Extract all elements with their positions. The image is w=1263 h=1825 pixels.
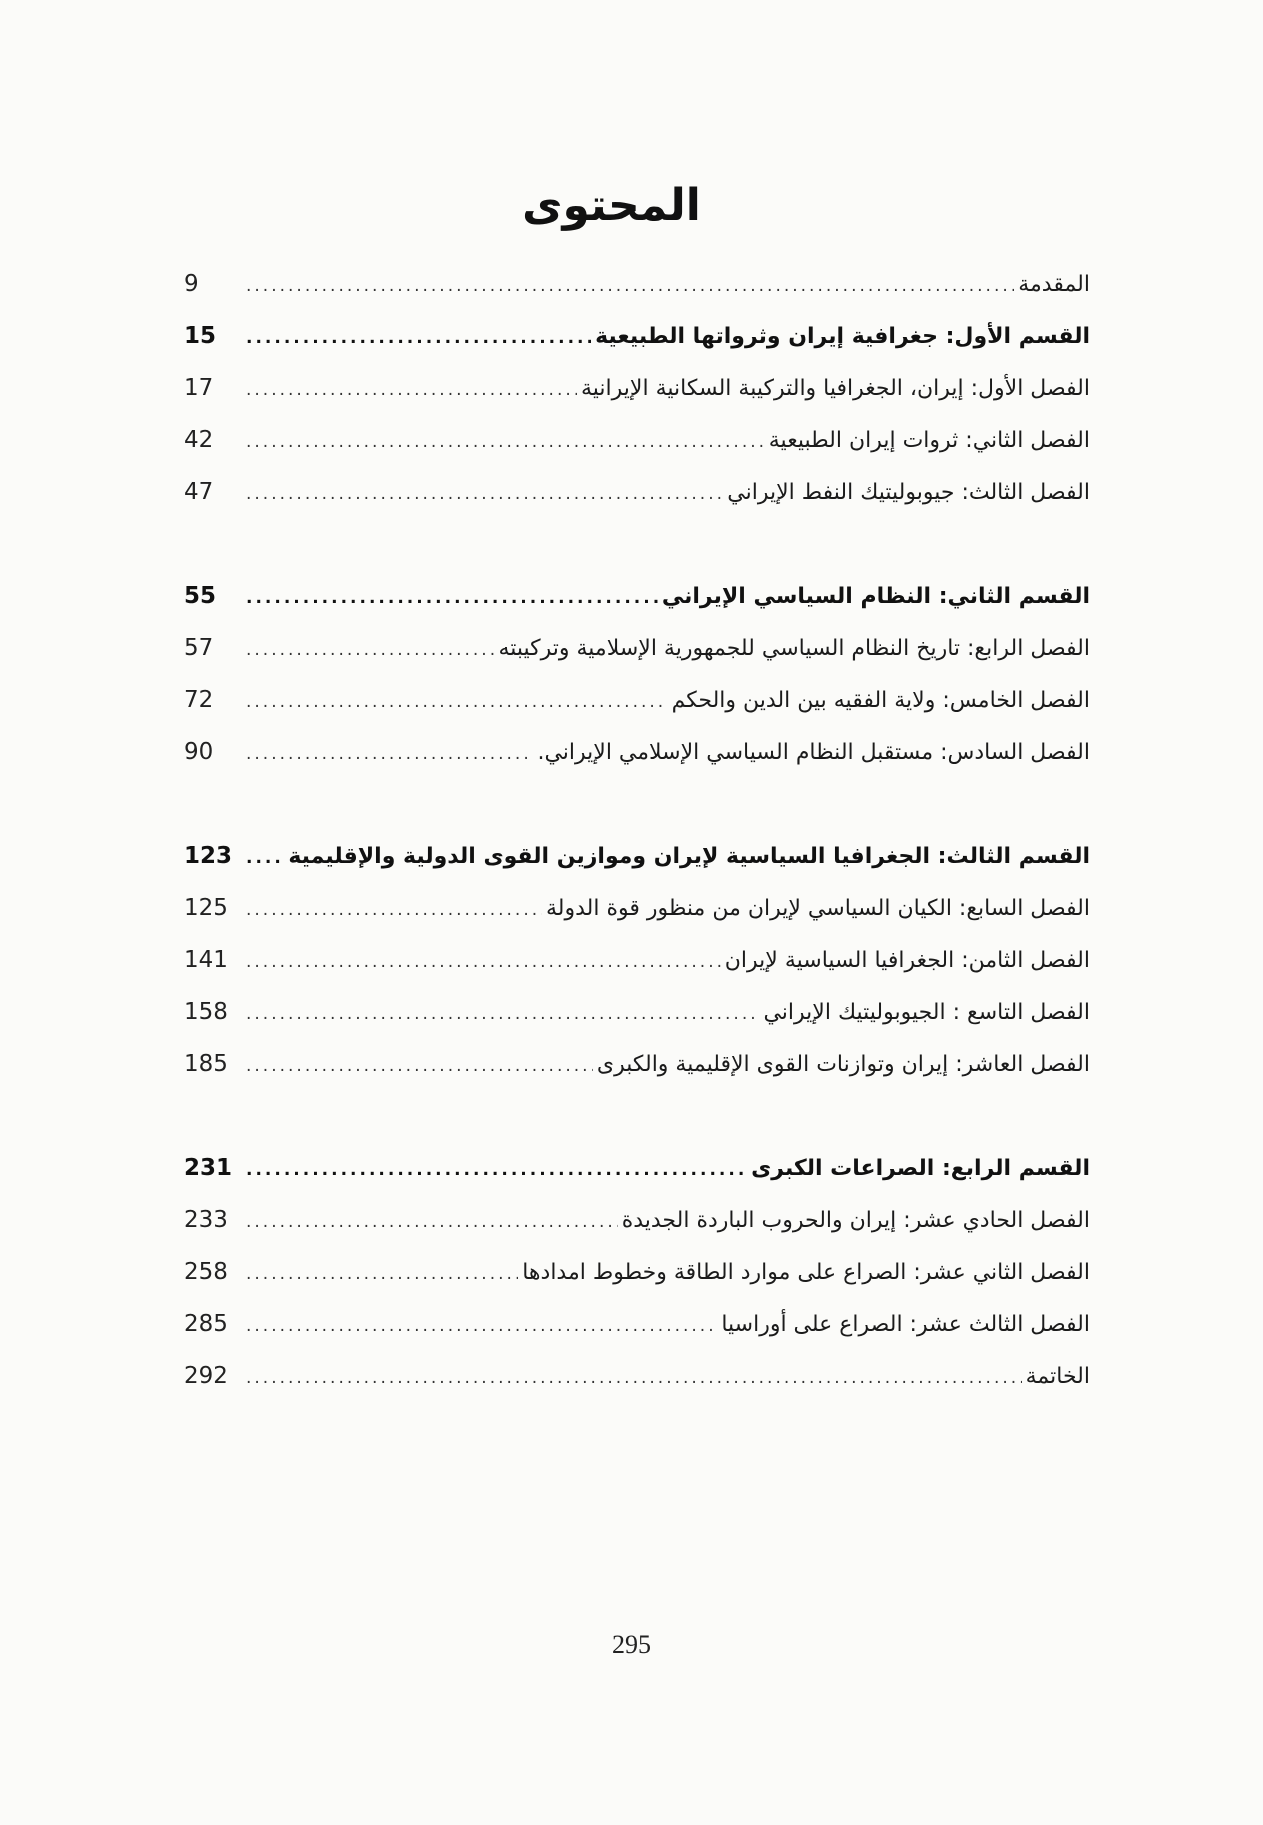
toc-entry-title: الفصل الثالث: جيوبوليتيك النفط الإيراني (727, 480, 1090, 505)
toc-page-number: 55 (184, 583, 217, 609)
toc-chapter-entry (184, 1298, 1090, 1350)
dot-leader (246, 312, 591, 364)
page-title: المحتوى (522, 180, 701, 231)
toc-entry-title: الفصل العاشر: إيران وتوازنات القوى الإقليمية والكبرى (596, 1052, 1090, 1077)
page-number: 295 (612, 1630, 651, 1659)
toc-page-number: 231 (184, 1155, 233, 1181)
dot-leader (246, 832, 284, 884)
toc-entry-title: الفصل الثامن: الجغرافيا السياسية لإيران (724, 948, 1090, 973)
dot-leader (246, 624, 494, 676)
toc-page-number: 233 (184, 1207, 228, 1233)
toc-page-number: 57 (184, 635, 214, 661)
dot-leader (246, 988, 759, 1040)
toc-entry-title: الفصل الحادي عشر: إيران والحروب الباردة الجديدة (621, 1208, 1090, 1233)
toc-page-number: 292 (184, 1363, 228, 1389)
toc-group (184, 258, 1090, 518)
toc-entry-title: القسم الأول: جغرافية إيران وثرواتها الطبيعية (595, 324, 1090, 349)
toc-section-entry (184, 1142, 1090, 1194)
toc-entry-title: الفصل الرابع: تاريخ النظام السياسي للجمهورية الإسلامية وتركيبته (498, 636, 1090, 661)
toc-entry-title: الخاتمة (1025, 1364, 1090, 1389)
dot-leader (246, 260, 1014, 312)
dot-leader (246, 1248, 518, 1300)
dot-leader (246, 1040, 593, 1092)
toc-entry-title: الفصل الثاني عشر: الصراع على موارد الطاقة وخطوط امدادها (522, 1260, 1090, 1285)
toc-page-number: 9 (184, 271, 199, 297)
toc-chapter-entry (184, 726, 1090, 778)
toc-chapter-entry (184, 674, 1090, 726)
toc-page-number: 158 (184, 999, 228, 1025)
toc-chapter-entry (184, 986, 1090, 1038)
toc-chapter-entry (184, 466, 1090, 518)
dot-leader (246, 364, 577, 416)
toc-page-number: 72 (184, 687, 214, 713)
toc-section-entry (184, 310, 1090, 362)
dot-leader (246, 468, 723, 520)
toc-entry-title: الفصل التاسع : الجيوبوليتيك الإيراني (763, 1000, 1090, 1025)
toc-chapter-entry (184, 362, 1090, 414)
toc-entry-title: القسم الثاني: النظام السياسي الإيراني (661, 584, 1090, 609)
toc-chapter-entry (184, 1194, 1090, 1246)
toc-entry-title: القسم الثالث: الجغرافيا السياسية لإيران وموازين القوى الدولية والإقليمية (288, 844, 1090, 869)
dot-leader (246, 1144, 747, 1196)
toc-entry-title: الفصل الأول: إيران، الجغرافيا والتركيبة السكانية الإيرانية (580, 376, 1090, 401)
toc-group (184, 570, 1090, 778)
toc-entry-title: المقدمة (1018, 272, 1090, 297)
toc-entry-title: الفصل الثالث عشر: الصراع على أوراسيا (721, 1312, 1090, 1337)
dot-leader (246, 884, 542, 936)
dot-leader (246, 1352, 1022, 1404)
toc-entry-title: الفصل السادس: مستقبل النظام السياسي الإسلامي الإيراني. (537, 740, 1090, 765)
toc-page-number: 15 (184, 323, 217, 349)
dot-leader (246, 728, 533, 780)
toc-page-number: 90 (184, 739, 214, 765)
toc-group (184, 1142, 1090, 1402)
dot-leader (246, 572, 658, 624)
toc-chapter-entry (184, 1246, 1090, 1298)
toc-chapter-entry (184, 258, 1090, 310)
toc-group (184, 830, 1090, 1090)
toc-section-entry (184, 830, 1090, 882)
toc-page-number: 185 (184, 1051, 228, 1077)
toc-entry-title: القسم الرابع: الصراعات الكبرى (751, 1156, 1090, 1181)
toc-chapter-entry (184, 1350, 1090, 1402)
toc-page-number: 17 (184, 375, 214, 401)
dot-leader (246, 676, 668, 728)
toc-page-number: 285 (184, 1311, 228, 1337)
dot-leader (246, 416, 765, 468)
toc-page-number: 258 (184, 1259, 228, 1285)
toc-page-number: 123 (184, 843, 233, 869)
toc-entry-title: الفصل الثاني: ثروات إيران الطبيعية (768, 428, 1090, 453)
dot-leader (246, 936, 721, 988)
toc-chapter-entry (184, 414, 1090, 466)
toc-entry-title: الفصل الخامس: ولاية الفقيه بين الدين والحكم (671, 688, 1090, 713)
toc-page-number: 47 (184, 479, 214, 505)
toc-chapter-entry (184, 622, 1090, 674)
toc-entry-title: الفصل السابع: الكيان السياسي لإيران من منظور قوة الدولة (546, 896, 1090, 921)
dot-leader (246, 1300, 717, 1352)
toc-section-entry (184, 570, 1090, 622)
toc-page-number: 125 (184, 895, 228, 921)
toc-chapter-entry (184, 934, 1090, 986)
toc-page-number: 141 (184, 947, 228, 973)
toc-chapter-entry (184, 882, 1090, 934)
table-of-contents (184, 258, 1090, 1454)
dot-leader (246, 1196, 618, 1248)
toc-page-number: 42 (184, 427, 214, 453)
toc-chapter-entry (184, 1038, 1090, 1090)
